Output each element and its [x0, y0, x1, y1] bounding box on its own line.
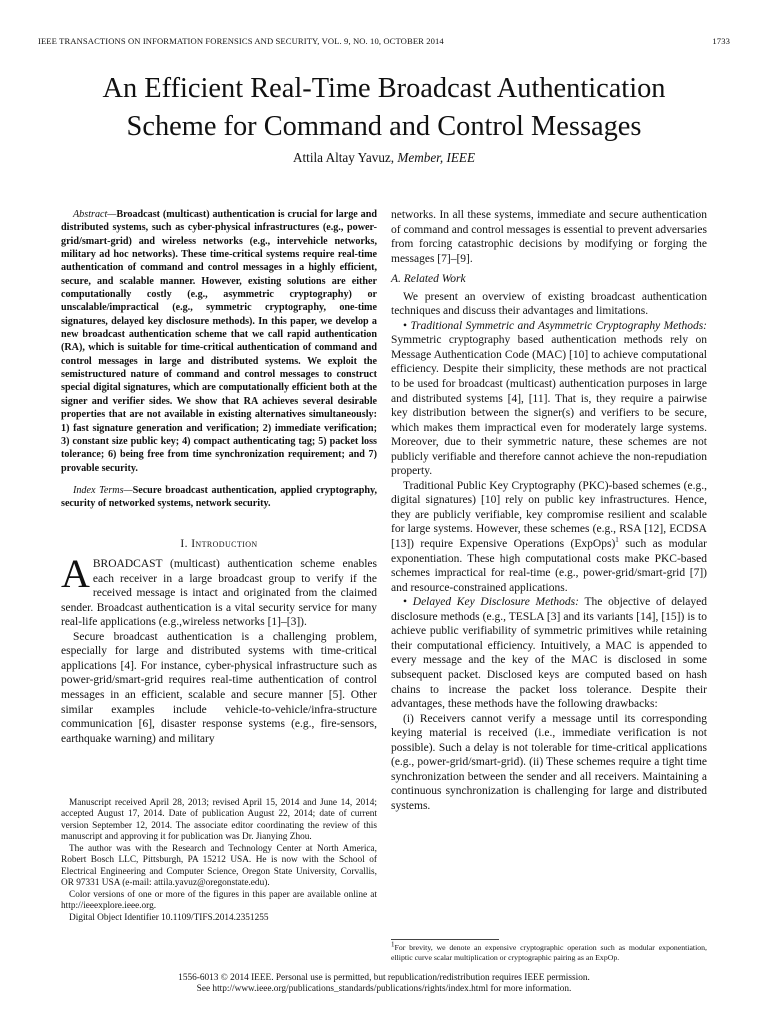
- intro-paragraph-2: Secure broadcast authentication is a challenging problem, especially for large and distributed systems with time-critical applications [4]. For instance, cyber-physical infrastructure such as power-grid/smart-grid requires real-time authentication of control messages in an efficient, scalable and secure manner [5]. Other similar examples include vehicle-to-vehicle/infra-structure communication [6], disaster response systems (e.g., fire-sensors, earthquake warning) and military: [61, 630, 377, 745]
- footnote-mark: 1: [391, 940, 395, 949]
- author-role: Member, IEEE: [397, 150, 476, 165]
- journal-name: IEEE TRANSACTIONS ON INFORMATION FORENSICS AND SECURITY, VOL. 9, NO. 10, OCTOBER 2014: [38, 36, 444, 46]
- index-terms-text: Secure broadcast authentication, applied cryptography, security of networked systems, network security.: [61, 484, 377, 510]
- section-heading-introduction: [61, 537, 377, 552]
- copyright-line-1: 1556-6013 © 2014 IEEE. Personal use is permitted, but republication/redistribution requires IEEE permission.: [178, 973, 590, 983]
- paper-title: [38, 70, 730, 146]
- section-title: Introduction: [191, 537, 258, 550]
- copyright-notice: [38, 973, 730, 995]
- section-number: I.: [180, 537, 188, 550]
- title-line-1: An Efficient Real-Time Broadcast Authentication: [102, 73, 666, 104]
- index-terms: [61, 484, 377, 511]
- footnote-affiliation: The author was with the Research and Technology Center at North America, Robert Bosch LLC, Pittsburgh, PA 15212 USA. He is now with the School of Electrical Engineering and Computer Science, Oregon State University, Corvallis, OR 97331 USA (e-mail: attila.yavuz@oregonstate.edu).: [61, 843, 377, 889]
- bullet-1-label: Traditional Symmetric and Asymmetric Cryptography Methods:: [410, 319, 708, 332]
- right-column: [391, 208, 707, 813]
- abstract: [61, 208, 377, 475]
- copyright-line-2: See http://www.ieee.org/publications_standards/publications/rights/index.html for more information.: [196, 984, 572, 994]
- intro-p1-text: BROADCAST (multicast) authentication scheme enables each receiver in a large broadcast group to verify if the received message is intact and originated from the claimed sender. Broadcast authentication is a vital security service for many real-life applications (e.g.,wireless networks [1]–[3]).: [61, 558, 377, 629]
- bullet-delayed-key-disclosure: [391, 595, 707, 711]
- bullet-symmetric-asymmetric: [391, 319, 707, 479]
- author-name: Attila Altay Yavuz,: [292, 150, 395, 165]
- bullet-2-text: The objective of delayed disclosure methods (e.g., TESLA [3] and its variants [14], [15]) is to achieve public verifiability of symmetric primitives while retaining their computational efficiency. Intuitively, a MAC is appended to every message and the key of the MAC is disclosed in some subsequent packet. Disclosed keys are computed based on hash chains to increase the packet loss tolerance. Despite their advantages, these methods have the following drawbacks:: [391, 596, 708, 711]
- bullet-1-text: Symmetric cryptography based authentication methods rely on Message Authentication Code (MAC) [10] to achieve computational efficiency. Despite their simplicity, these methods are not practical to be used for broadcast (multicast) authentication purposes in large and distributed systems [4], [11]. That is, they require a pairwise key distribution between the signer(s) and verifiers to be secure, which makes them impractical even for moderately large systems. Moreover, due to their symmetric nature, these schemes are not publicly verifiable and therefore cannot achieve the non-repudiation property.: [391, 334, 707, 478]
- subsection-heading-related-work: A. Related Work: [391, 273, 466, 286]
- footnote-color-note: Color versions of one or more of the figures in this paper are available online at http://ieeexplore.ieee.org.: [61, 889, 377, 912]
- abstract-label: Abstract—: [73, 209, 117, 220]
- footnote-text: For brevity, we denote an expensive cryptographic operation such as modular exponentiation, elliptic curve scalar multiplication or cryptographic pairing as an ExpOp.: [391, 943, 707, 962]
- footnote-rule: [391, 939, 499, 940]
- footnote-manuscript: Manuscript received April 28, 2013; revised April 15, 2014 and June 14, 2014; accepted August 17, 2014. Date of publication August 22, 2014; date of current version September 12, 2014. The associate editor coordinating the review of this manuscript and approving it for publication was Dr. Jianying Zhou.: [61, 798, 377, 843]
- left-column: [61, 208, 377, 746]
- pkc-text-a: Traditional Public Key Cryptography (PKC)-based schemes (e.g., digital signatures) [10] rely on public key infrastructures. Hence, they are publicly verifiable, key compromise resilient and scalable for large systems. However, these schemes (e.g., RSA [12], ECDSA [13]) require Expensive Operations (ExpOps): [391, 479, 707, 551]
- pkc-text-b: such as modular exponentiation. These high computational costs make PKC-based schemes impractical for real-time (e.g., power-grid/smart-grid [7]) and resource-constrained applications.: [391, 538, 707, 594]
- intro-paragraph-1: [61, 551, 377, 630]
- drawbacks-paragraph: (i) Receivers cannot verify a message until its corresponding keying material is received (i.e., immediate verification is not possible). Such a delay is not tolerable for time-critical applications (e.g., power-grid/smart-grid). (ii) These schemes require a tight time synchronization between the sender and all receivers. Maintaining a continuous synchronization is challenging for large and distributed systems.: [391, 712, 707, 812]
- related-work-intro: We present an overview of existing broadcast authentication techniques and discuss their advantages and limitations.: [391, 290, 707, 318]
- author-line: [38, 150, 730, 166]
- bullet-2-label: Delayed Key Disclosure Methods:: [412, 596, 579, 609]
- bullet-dot: •: [403, 596, 408, 609]
- pkc-paragraph: [391, 479, 707, 595]
- bullet-dot: •: [403, 319, 408, 332]
- first-page-footnote: [61, 798, 377, 924]
- expop-footnote: [391, 940, 707, 963]
- footnote-doi: Digital Object Identifier 10.1109/TIFS.2014.2351255: [69, 912, 269, 923]
- index-terms-label: Index Terms—: [73, 484, 133, 496]
- drop-cap: A: [61, 551, 90, 597]
- title-line-2: Scheme for Command and Control Messages: [126, 111, 642, 142]
- running-header: [38, 36, 730, 50]
- abstract-text: Broadcast (multicast) authentication is crucial for large and distributed systems, such as cyber-physical infrastructures (e.g., power-grid/smart-grid) and wireless networks (e.g., intervehicle networks, military ad hoc networks). These time-critical systems require real-time authentication of command and control messages in a highly efficient, secure, and scalable manner. However, existing solutions are either computationally costly (e.g., asymmetric cryptography) or unscalable/impractical (e.g., symmetric cryptography, one-time signatures, delayed key disclosure methods). In this paper, we develop a new broadcast authentication scheme that we call rapid authentication (RA), which is suitable for time-critical authentication of command and control messages in large and distributed systems. We exploit the semistructured nature of command and control messages to construct special digital signatures, which are computationally efficient both at the signer and verifier sides. We show that RA achieves several desirable properties that are not available in existing alternatives simultaneously: 1) fast signature generation and verification; 2) immediate verification; 3) constant size public key; 4) compact authenticating tag; 5) packet loss tolerance; 6) being free from time synchronization requirement; and 7) provable security.: [61, 209, 377, 474]
- intro-continuation: networks. In all these systems, immediate and secure authentication of command and control messages is essential to prevent adversaries from forcing catastrophic decisions by modifying or forging the messages [7]–[9].: [391, 209, 707, 265]
- page-number: 1733: [712, 36, 730, 46]
- footnote-marker: 1: [615, 536, 619, 545]
